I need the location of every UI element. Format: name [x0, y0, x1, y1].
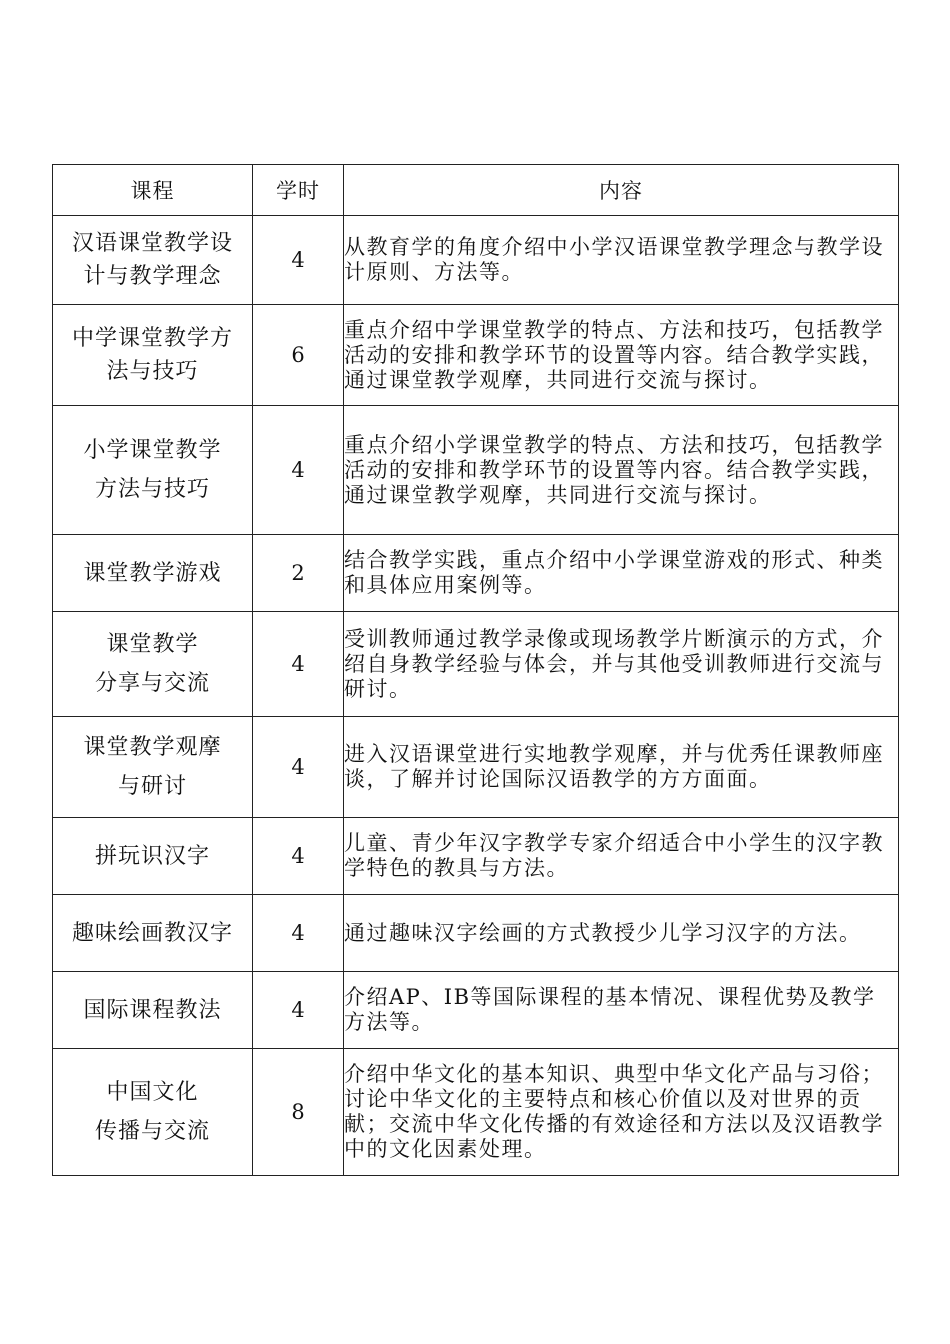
- table-row: [53, 535, 899, 612]
- course-hours: 4: [253, 612, 344, 717]
- course-content: 通过趣味汉字绘画的方式教授少儿学习汉字的方法。: [344, 895, 899, 972]
- course-content: 重点介绍中学课堂教学的特点、方法和技巧，包括教学活动的安排和教学环节的设置等内容。结合教学实践， 通过课堂教学观摩，共同进行交流与探讨。: [344, 305, 899, 406]
- course-hours: 8: [253, 1049, 344, 1176]
- table-row: [53, 305, 899, 406]
- course-hours: 4: [253, 216, 344, 305]
- course-name: 中学课堂教学方 法与技巧: [53, 305, 253, 406]
- course-name: 小学课堂教学 方法与技巧: [53, 406, 253, 535]
- course-name: 国际课程教法: [53, 972, 253, 1049]
- table-row: [53, 895, 899, 972]
- course-schedule-table: [52, 164, 899, 1176]
- table-row: [53, 612, 899, 717]
- table-row: [53, 406, 899, 535]
- course-content: 受训教师通过教学录像或现场教学片断演示的方式，介绍自身教学经验与体会，并与其他受训教师进行交流与研讨。: [344, 612, 899, 717]
- course-hours: 4: [253, 406, 344, 535]
- course-content: 介绍AP、IB等国际课程的基本情况、课程优势及教学方法等。: [344, 972, 899, 1049]
- course-name: 课堂教学游戏: [53, 535, 253, 612]
- course-content: 从教育学的角度介绍中小学汉语课堂教学理念与教学设计原则、方法等。: [344, 216, 899, 305]
- table-row: [53, 216, 899, 305]
- course-hours: 4: [253, 717, 344, 818]
- course-name: 中国文化 传播与交流: [53, 1049, 253, 1176]
- course-content: 结合教学实践，重点介绍中小学课堂游戏的形式、种类和具体应用案例等。: [344, 535, 899, 612]
- course-name: 课堂教学 分享与交流: [53, 612, 253, 717]
- table-row: [53, 1049, 899, 1176]
- course-content: 重点介绍小学课堂教学的特点、方法和技巧，包括教学活动的安排和教学环节的设置等内容。结合教学实践， 通过课堂教学观摩，共同进行交流与探讨。: [344, 406, 899, 535]
- course-content: 介绍中华文化的基本知识、典型中华文化产品与习俗；讨论中华文化的主要特点和核心价值以及对世界的贡献；交流中华文化传播的有效途径和方法以及汉语教学中的文化因素处理。: [344, 1049, 899, 1176]
- table-row: [53, 717, 899, 818]
- header-content: 内容: [344, 165, 899, 216]
- header-course: 课程: [53, 165, 253, 216]
- course-name: 课堂教学观摩 与研讨: [53, 717, 253, 818]
- course-hours: 2: [253, 535, 344, 612]
- course-name: 拼玩识汉字: [53, 818, 253, 895]
- course-name: 汉语课堂教学设 计与教学理念: [53, 216, 253, 305]
- course-content: 儿童、青少年汉字教学专家介绍适合中小学生的汉字教学特色的教具与方法。: [344, 818, 899, 895]
- header-hours: 学时: [253, 165, 344, 216]
- course-hours: 6: [253, 305, 344, 406]
- course-hours: 4: [253, 972, 344, 1049]
- table-header-row: [53, 165, 899, 216]
- course-hours: 4: [253, 895, 344, 972]
- course-content: 进入汉语课堂进行实地教学观摩，并与优秀任课教师座谈，了解并讨论国际汉语教学的方方面面。: [344, 717, 899, 818]
- course-name: 趣味绘画教汉字: [53, 895, 253, 972]
- table-row: [53, 972, 899, 1049]
- table-row: [53, 818, 899, 895]
- course-hours: 4: [253, 818, 344, 895]
